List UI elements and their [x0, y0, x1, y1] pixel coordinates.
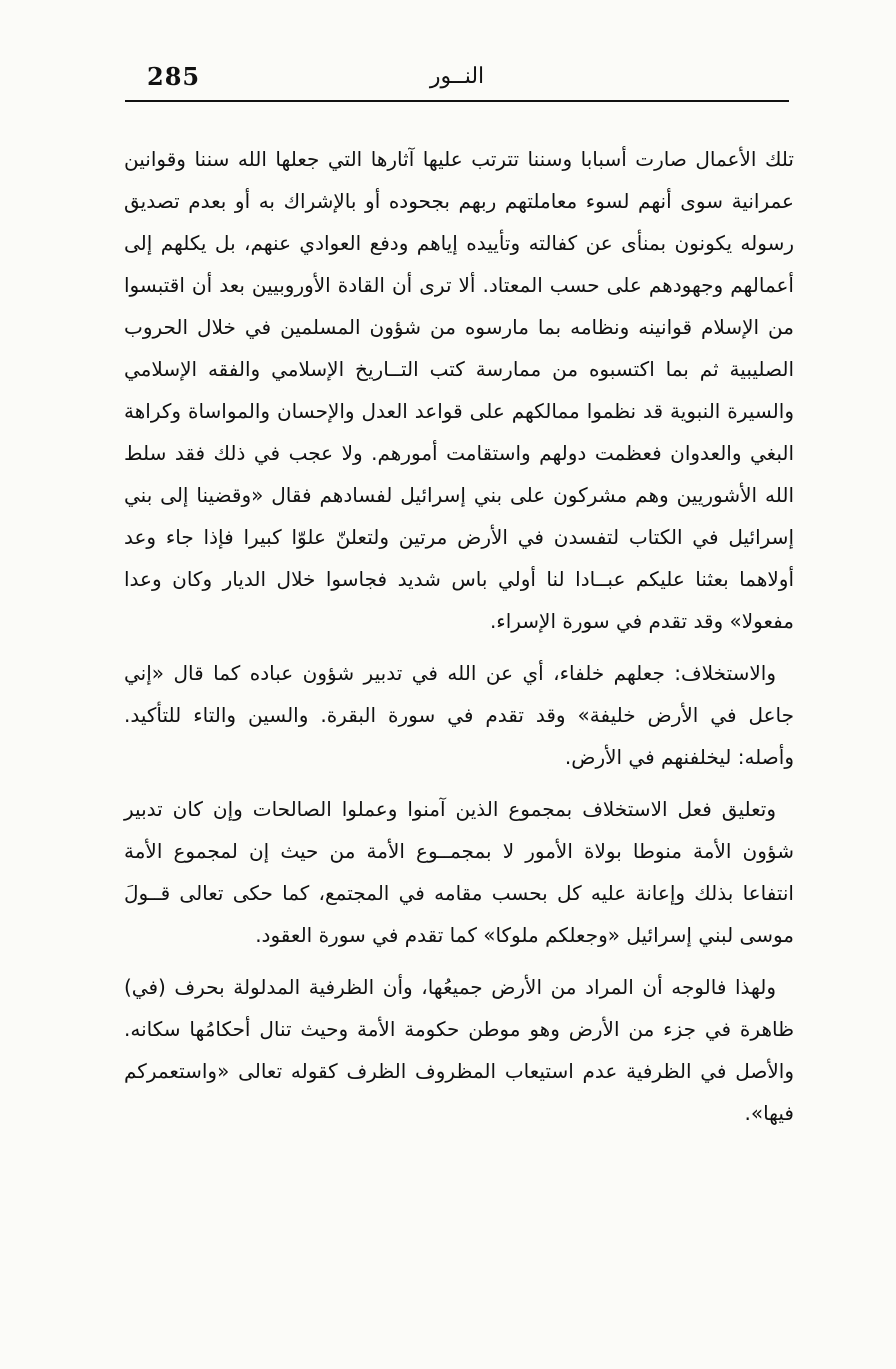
- paragraph-1: تلك الأعمال صارت أسبابا وسننا تترتب عليها آثارها التي جعلها الله سننا وقوانين عمرانية سوى أنهم لسوء معاملتهم ربهم بجحوده أو بالإشراك به أو بعدم تصديق رسوله يكونون بمنأى عن كفالته وتأييده إياهم ودفع العوادي عنهم، بل يكلهم إلى أعمالهم وجهودهم على حسب المعتاد. ألا ترى أن القادة الأوروبيين بعد أن اقتبسوا من الإسلام قوانينه ونظامه بما مارسوه من شؤون المسلمين في خلال الحروب الصليبية ثم بما اكتسبوه من ممارسة كتب التــاريخ الإسلامي والفقه الإسلامي والسيرة النبوية قد نظموا ممالكهم على قواعد العدل والإحسان والمواساة وكراهة البغي والعدوان فعظمت دولهم واستقامت أمورهم. ولا عجب في ذلك فقد سلط الله الأشوريين وهم مشركون على بني إسرائيل لفسادهم فقال «وقضينا إلى بني إسرائيل في الكتاب لتفسدن في الأرض مرتين ولتعلنّ علوّا كبيرا فإذا جاء وعد أولاهما بعثنا عليكم عبــادا لنا أولي باس شديد فجاسوا خلال الديار وكان وعدا مفعولا» وقد تقدم في سورة الإسراء.: [124, 147, 794, 633]
- text-body: [124, 138, 794, 1134]
- running-title: النــور: [429, 64, 485, 89]
- page-header: [125, 60, 789, 102]
- page-number: 285: [147, 62, 201, 91]
- paragraph-2: والاستخلاف: جعلهم خلفاء، أي عن الله في تدبير شؤون عباده كما قال «إني جاعل في الأرض خليفة» وقد تقدم في سورة البقرة. والسين والتاء للتأكيد. وأصله: ليخلفنهم في الأرض.: [124, 661, 794, 769]
- paragraph-4: ولهذا فالوجه أن المراد من الأرض جميعُها، وأن الظرفية المدلولة بحرف (في) ظاهرة في جزء من الأرض وهو موطن حكومة الأمة وحيث تنال أحكامُها سكانه. والأصل في الظرفية عدم استيعاب المظروف الظرف كقوله تعالى «واستعمركم فيها».: [124, 975, 794, 1125]
- paragraph-3: وتعليق فعل الاستخلاف بمجموع الذين آمنوا وعملوا الصالحات وإن كان تدبير شؤون الأمة منوطا بولاة الأمور لا بمجمــوع الأمة من حيث إن لمجموع الأمة انتفاعا بذلك وإعانة عليه كل بحسب مقامه في المجتمع، كما حكى تعالى قــولَ موسى لبني إسرائيل «وجعلكم ملوكا» كما تقدم في سورة العقود.: [124, 797, 794, 947]
